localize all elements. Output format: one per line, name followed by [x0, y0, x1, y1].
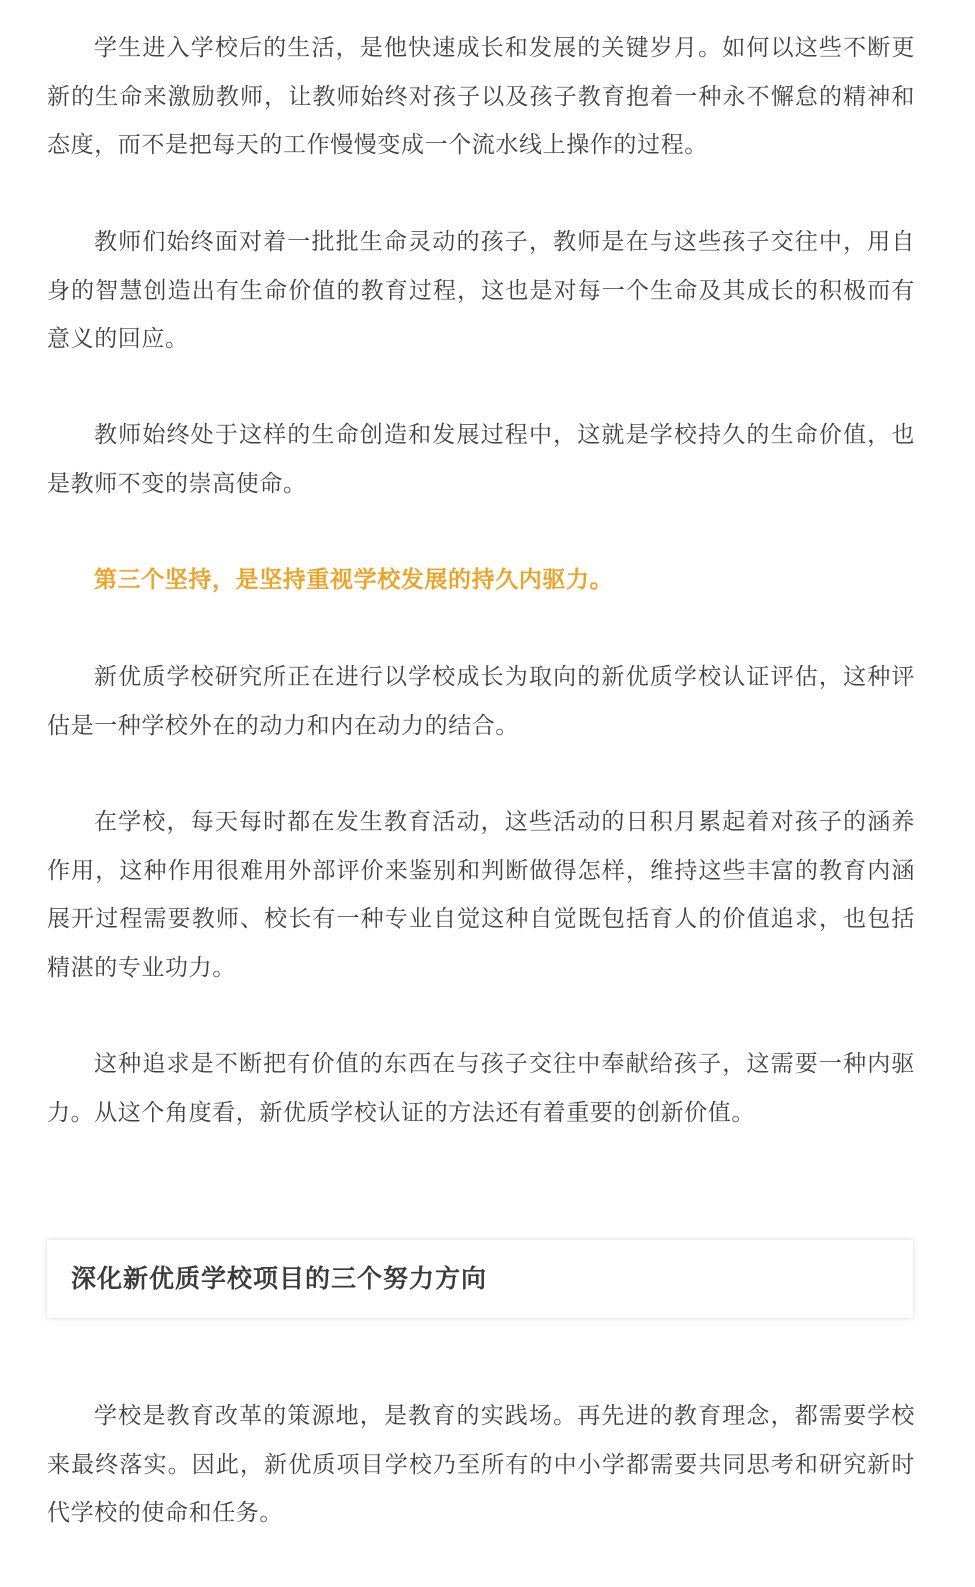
paragraph-teacher-mission: 教师始终处于这样的生命创造和发展过程中，这就是学校持久的生命价值，也是教师不变的崇高使命。 [47, 422, 915, 497]
paragraph-certification-evaluation: 新优质学校研究所正在进行以学校成长为取向的新优质学校认证评估，这种评估是一种学校外在的动力和内在动力的结合。 [47, 664, 915, 739]
paragraph-student-life: 学生进入学校后的生活，是他快速成长和发展的关键岁月。如何以这些不断更新的生命来激励教师，让教师始终对孩子以及孩子教育抱着一种永不懈怠的精神和态度，而不是把每天的工作慢慢变成一个流水线上操作的过程。 [47, 35, 915, 158]
paragraph-teachers-facing-children: 教师们始终面对着一批批生命灵动的孩子，教师是在与这些孩子交往中，用自身的智慧创造出有生命价值的教育过程，这也是对每一个生命及其成长的积极而有意义的回应。 [47, 229, 915, 352]
highlight-third-principle: 第三个坚持，是坚持重视学校发展的持久内驱力。 [94, 567, 614, 593]
section-title: 深化新优质学校项目的三个努力方向 [71, 1264, 488, 1293]
paragraph-school-reform: 学校是教育改革的策源地，是教育的实践场。再先进的教育理念，都需要学校来最终落实。因此，新优质项目学校乃至所有的中小学都需要共同思考和研究新时代学校的使命和任务。 [47, 1403, 915, 1526]
paragraph-daily-education: 在学校，每天每时都在发生教育活动，这些活动的日积月累起着对孩子的涵养作用，这种作用很难用外部评价来鉴别和判断做得怎样，维持这些丰富的教育内涵展开过程需要教师、校长有一种专业自觉这种自觉既包括育人的价值追求，也包括精湛的专业功力。 [47, 809, 915, 981]
section-heading-box [47, 1240, 913, 1318]
paragraph-inner-drive: 这种追求是不断把有价值的东西在与孩子交往中奉献给孩子，这需要一种内驱力。从这个角度看，新优质学校认证的方法还有着重要的创新价值。 [47, 1051, 915, 1126]
